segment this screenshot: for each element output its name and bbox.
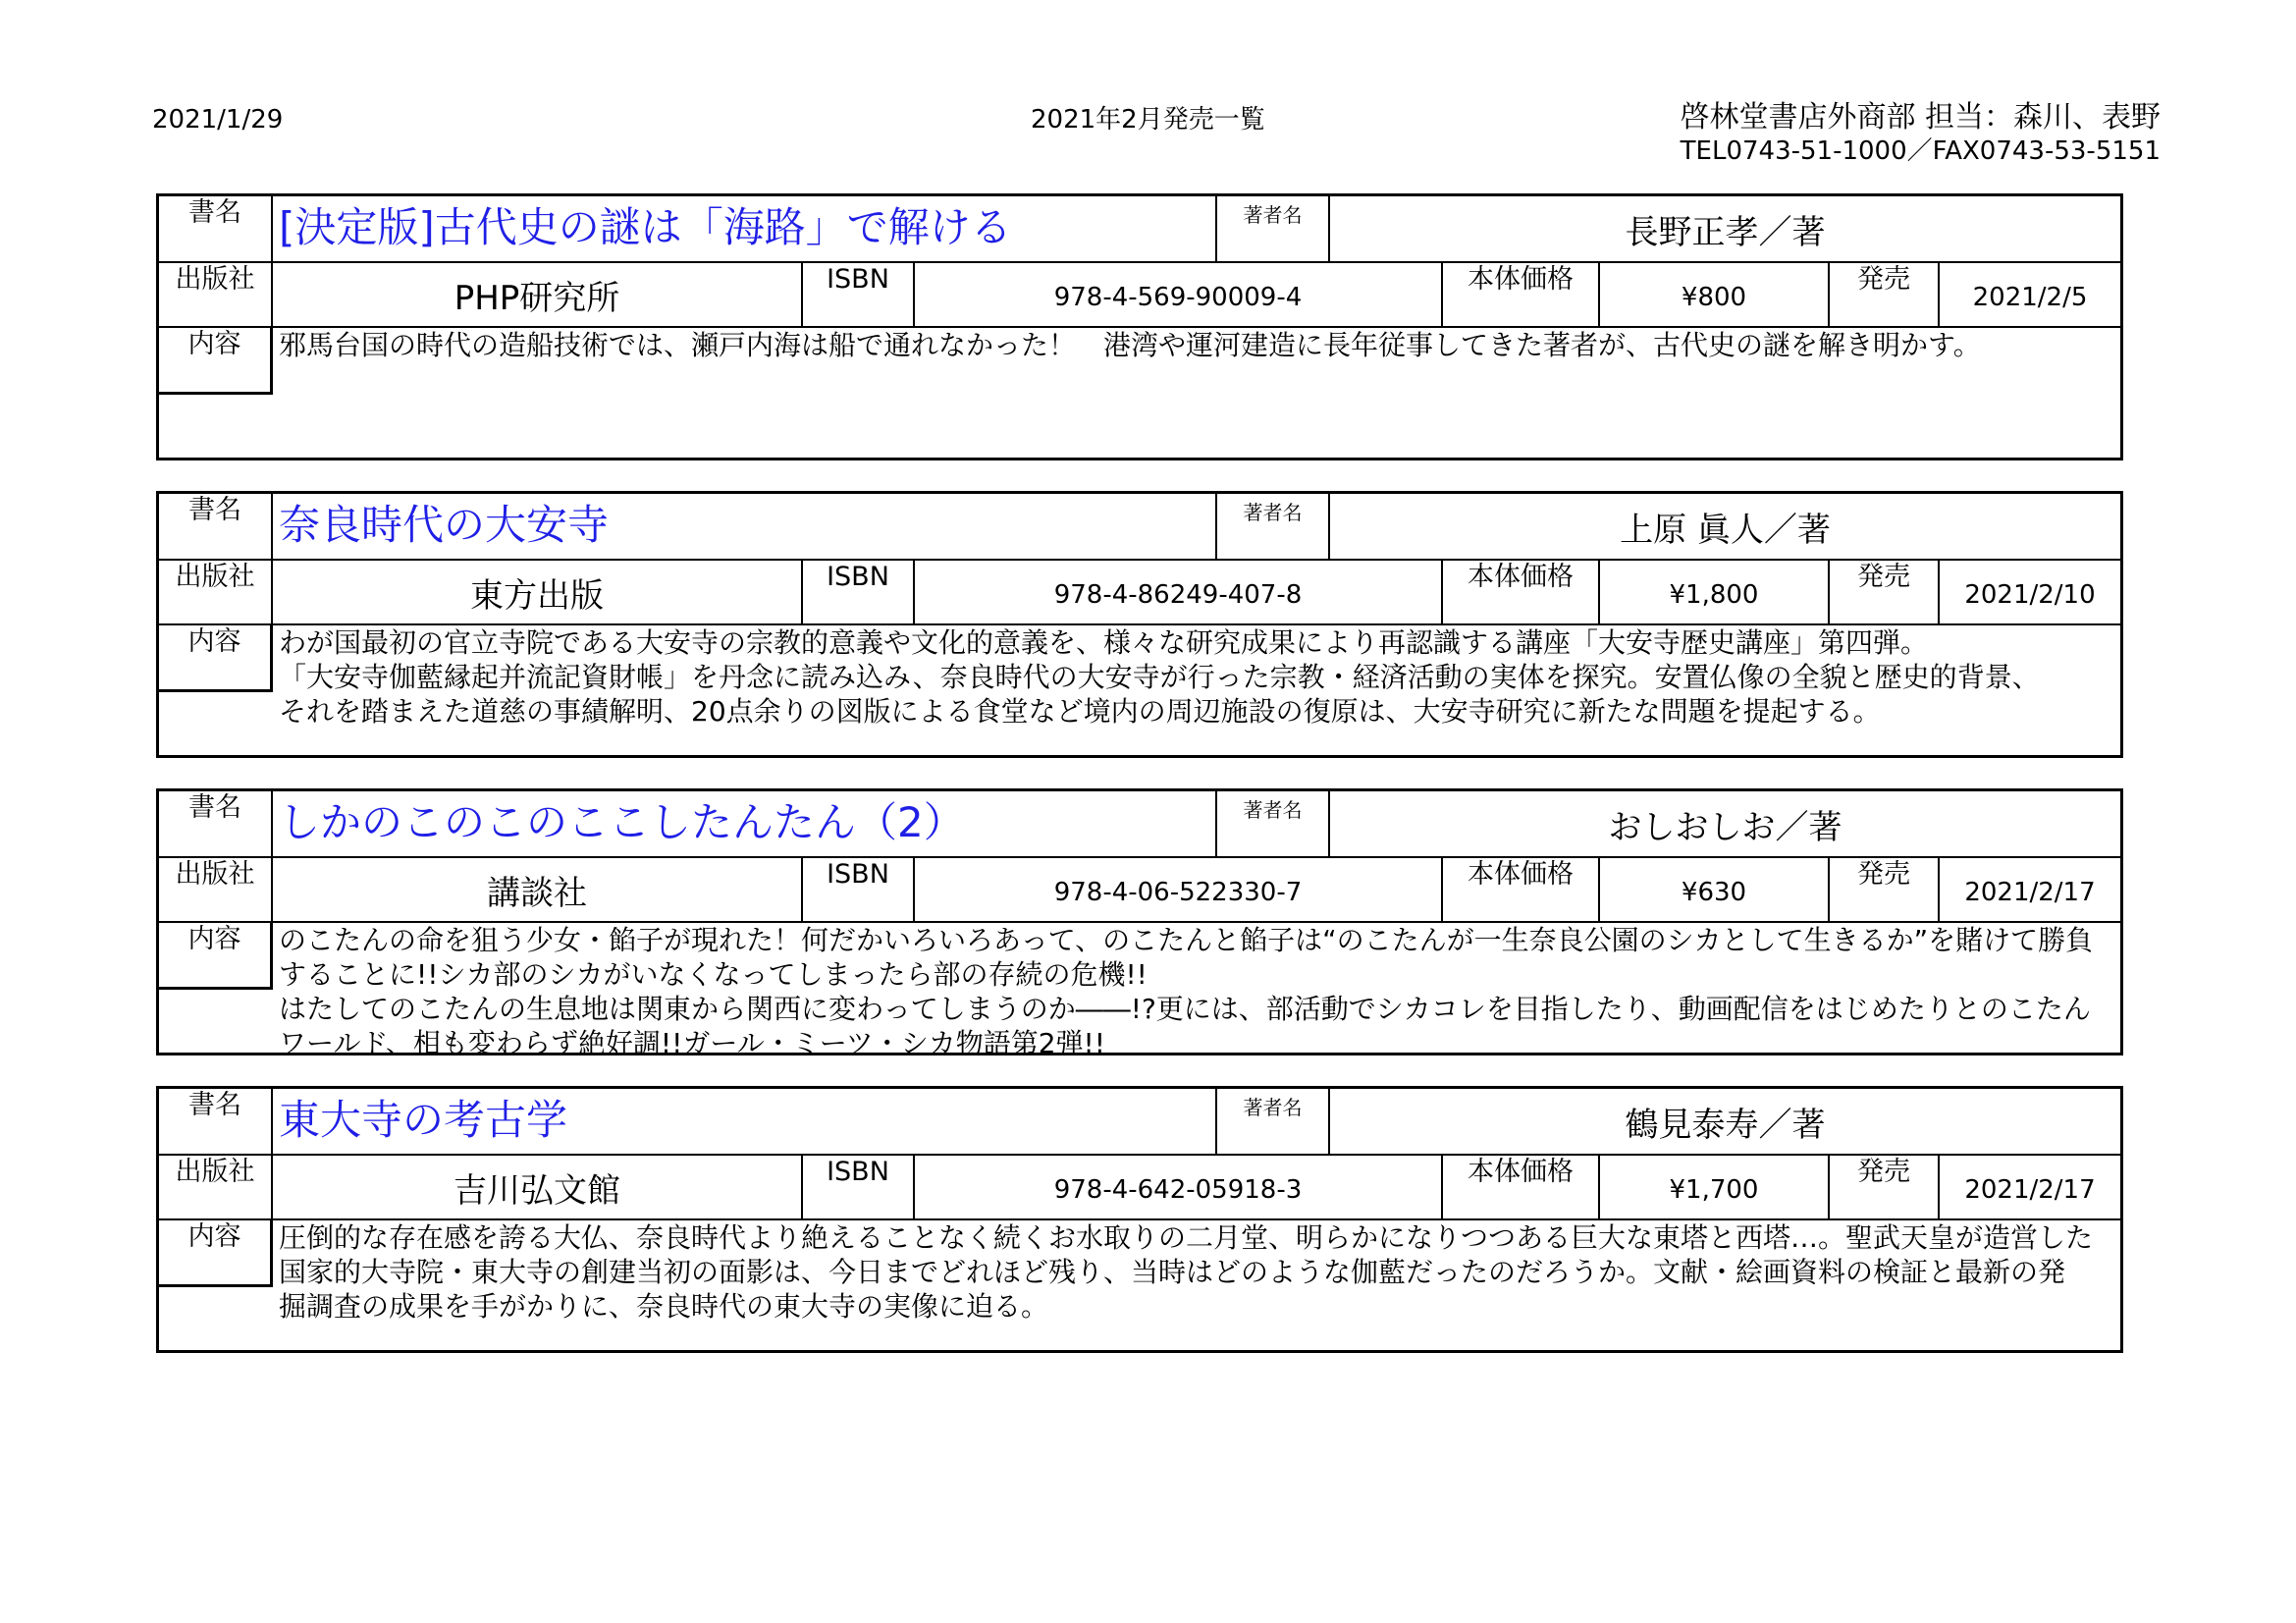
content-line: 国家的大寺院・東大寺の創建当初の面影は、今日までどれほど残り、当時はどのような伽藍だったのだろうか。文献・絵画資料の検証と最新の発 [279,1256,2066,1288]
isbn-value: 978-4-06-522330-7 [915,858,1443,921]
author-value: 鶴見泰寿／著 [1625,1105,1826,1145]
content-text [279,625,2114,729]
author-label: 著者名 [1217,791,1330,856]
publisher-value: 講談社 [273,858,803,921]
release-value: 2021/2/5 [1972,283,2088,312]
isbn-value: 978-4-642-05918-3 [915,1156,1443,1218]
release-label: 発売 [1830,263,1940,326]
book-title-label: 書名 [159,791,273,856]
book-card [156,491,2123,758]
publisher-label: 出版社 [159,561,273,623]
author-label: 著者名 [1217,494,1330,559]
book-title: 東大寺の考古学 [273,1089,1217,1154]
content-line: のこたんの命を狙う少女・餡子が現れた！何だかいろいろあって、のこたんと餡子は“のこたんが一生奈良公園のシカとして生きるか”を賭けて勝負 [279,924,2094,956]
book-title: しかのこのこのここしたんたん（2） [273,791,1217,856]
publisher-label: 出版社 [159,263,273,326]
book-title: 奈良時代の大安寺 [273,494,1217,559]
author-value: おしおしお／著 [1608,807,1842,847]
book-title: [決定版]古代史の謎は「海路」で解ける [273,196,1217,261]
price-value: ¥800 [1600,263,1830,326]
content-line: することに!!シカ部のシカがいなくなってしまったら部の存続の危機!! [279,958,1148,991]
content-label: 内容 [159,923,273,990]
isbn-label: ISBN [803,561,915,623]
content-text [279,923,2114,1060]
price-value: ¥1,700 [1600,1156,1830,1218]
content-line: 「大安寺伽藍縁起并流記資財帳」を丹念に読み込み、奈良時代の大安寺が行った宗教・経済活動の実体を探究。安置仏像の全貌と歴史的背景、 [279,661,2040,693]
release-label: 発売 [1830,561,1940,623]
content-line: わが国最初の官立寺院である大安寺の宗教的意義や文化的意義を、様々な研究成果により再認識する講座「大安寺歴史講座」第四弾。 [279,626,1929,659]
header-date: 2021/1/29 [152,105,284,135]
publisher-value: PHP研究所 [273,263,803,326]
header-tel: TEL0743-51-1000／FAX0743-53-5151 [1680,136,2161,166]
content-line: はたしてのこたんの生息地は関東から関西に変わってしまうのか――!?更には、部活動でシカコレを目指したり、動画配信をはじめたりとのこたん [279,993,2091,1025]
price-value: ¥1,800 [1600,561,1830,623]
book-title-label: 書名 [159,494,273,559]
book-card [156,193,2123,460]
isbn-value: 978-4-569-90009-4 [915,263,1443,326]
isbn-value: 978-4-86249-407-8 [915,561,1443,623]
book-title-label: 書名 [159,196,273,261]
release-value: 2021/2/17 [1964,878,2096,907]
content-line: ワールド、相も変わらず絶好調!!ガール・ミーツ・シカ物語第2弾!! [279,1027,1105,1059]
author-value: 上原 眞人／著 [1620,510,1831,550]
book-card [156,788,2123,1059]
price-label: 本体価格 [1443,858,1600,921]
isbn-label: ISBN [803,263,915,326]
author-label: 著者名 [1217,1089,1330,1154]
header-title: 2021年2月発売一覧 [1031,105,1265,135]
content-label: 内容 [159,328,273,395]
publisher-value: 東方出版 [273,561,803,623]
release-value: 2021/2/17 [1964,1175,2096,1205]
price-label: 本体価格 [1443,263,1600,326]
content-line: 邪馬台国の時代の造船技術では、瀬戸内海は船で通れなかった！ 港湾や運河建造に長年従事してきた著者が、古代史の謎を解き明かす。 [279,329,1981,361]
book-title-label: 書名 [159,1089,273,1154]
isbn-label: ISBN [803,1156,915,1218]
release-label: 発売 [1830,1156,1940,1218]
header-company: 啓林堂書店外商部 担当：森川、表野 [1680,100,2161,135]
release-value: 2021/2/10 [1964,580,2096,610]
publisher-value: 吉川弘文館 [273,1156,803,1218]
content-line: それを踏まえた道慈の事績解明、20点余りの図版による食堂など境内の周辺施設の復原は、大安寺研究に新たな問題を提起する。 [279,695,1881,728]
author-value: 長野正孝／著 [1625,212,1826,252]
book-card [156,1086,2123,1353]
author-label: 著者名 [1217,196,1330,261]
content-line: 掘調査の成果を手がかりに、奈良時代の東大寺の実像に迫る。 [279,1290,1049,1323]
content-label: 内容 [159,625,273,692]
price-label: 本体価格 [1443,1156,1600,1218]
content-label: 内容 [159,1220,273,1287]
content-line: 圧倒的な存在感を誇る大仏、奈良時代より絶えることなく続くお水取りの二月堂、明らかになりつつある巨大な東塔と西塔…。聖武天皇が造営した [279,1221,2094,1254]
publisher-label: 出版社 [159,858,273,921]
isbn-label: ISBN [803,858,915,921]
content-text [279,1220,2114,1324]
publisher-label: 出版社 [159,1156,273,1218]
price-value: ¥630 [1600,858,1830,921]
content-text [279,328,2114,362]
price-label: 本体価格 [1443,561,1600,623]
release-label: 発売 [1830,858,1940,921]
